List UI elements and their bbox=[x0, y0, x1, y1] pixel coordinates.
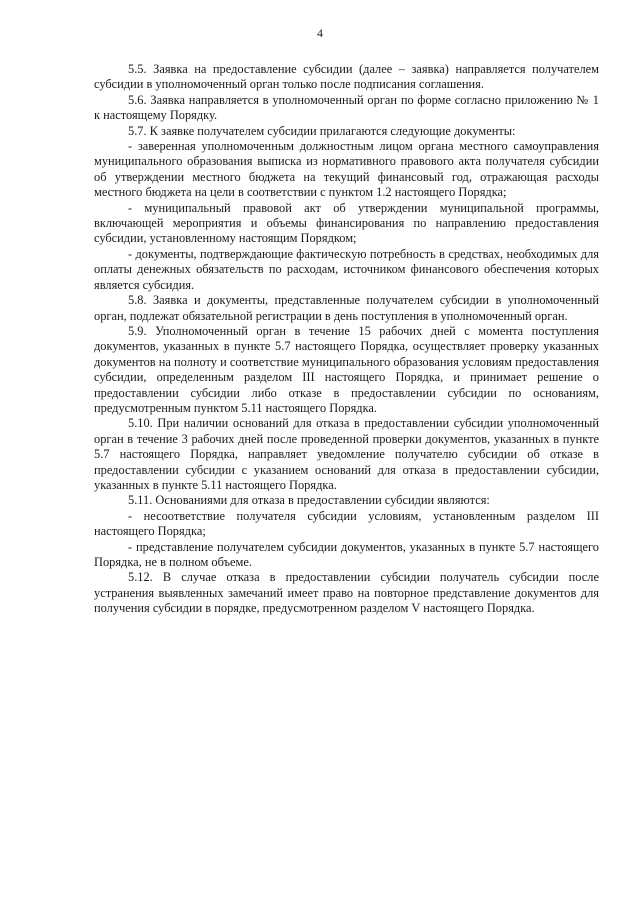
paragraph-5-11: 5.11. Основаниями для отказа в предоставлении субсидии являются: bbox=[128, 493, 490, 508]
paragraph-5-8: 5.8. Заявка и документы, представленные получателем субсидии в уполномоченный орган, подлежат обязательной регистрации в день поступления в уполномоченный орган. bbox=[94, 293, 599, 323]
paragraph-5-9: 5.9. Уполномоченный орган в течение 15 рабочих дней с момента поступления документов, указанных в пункте 5.7 настоящего Порядка, осуществляет проверку указанных документов на полноту и соответствие муниципального образования условиям предоставления субсидии, определенным разделом III настоящего Порядка, и принимает решение о предоставлении субсидии либо отказе в предоставлении субсидии по основаниям, предусмотренным пунктом 5.11 настоящего Порядка. bbox=[94, 323, 599, 415]
list-item-supporting-documents: - документы, подтверждающие фактическую потребность в средствах, необходимых для оплаты денежных обязательств по расходам, источником финансового обеспечения которых является субсидия. bbox=[94, 246, 599, 292]
list-item-incomplete-documents: - представление получателем субсидии документов, указанных в пункте 5.7 настоящего Порядка, не в полном объеме. bbox=[94, 539, 599, 569]
paragraph-5-10: 5.10. При наличии оснований для отказа в предоставлении субсидии уполномоченный орган в течение 3 рабочих дней после проведенной проверки документов, указанных в пункте 5.7 настоящего Порядка, направляет уведомление получателю субсидии об отказе в предоставлении субсидии с указанием оснований для отказа в предоставлении субсидии, указанных в пункте 5.11 настоящего Порядка. bbox=[94, 416, 599, 492]
list-item-municipal-act: - муниципальный правовой акт об утверждении муниципальной программы, включающей мероприятия и объемы финансирования по направлению предоставления субсидии, установленному настоящим Порядком; bbox=[94, 200, 599, 246]
paragraph-5-6: 5.6. Заявка направляется в уполномоченный орган по форме согласно приложению № 1 к настоящему Порядку. bbox=[94, 92, 599, 123]
paragraph-5-12: 5.12. В случае отказа в предоставлении субсидии получатель субсидии после устранения выявленных замечаний имеет право на повторное представление документов для получения субсидии в порядке, предусмотренном разделом V настоящего Порядка. bbox=[94, 570, 599, 616]
page-number: 4 bbox=[317, 26, 323, 40]
list-item-nonconformity: - несоответствие получателя субсидии условиям, установленным разделом III настоящего Порядка; bbox=[94, 508, 599, 539]
list-item-budget-extract: - заверенная уполномоченным должностным лицом органа местного самоуправления муниципального образования выписка из нормативного правового акта получателя субсидии об утверждении местного бюджета на текущий финансовый год, отражающая расходы местного бюджета на цели в соответствии с пунктом 1.2 настоящего Порядка; bbox=[94, 139, 599, 200]
paragraph-5-7: 5.7. К заявке получателем субсидии прилагаются следующие документы: bbox=[128, 123, 516, 138]
paragraph-5-5: 5.5. Заявка на предоставление субсидии (далее – заявка) направляется получателем субсидии в уполномоченный орган только после подписания соглашения. bbox=[94, 62, 599, 92]
document-body bbox=[94, 62, 599, 617]
